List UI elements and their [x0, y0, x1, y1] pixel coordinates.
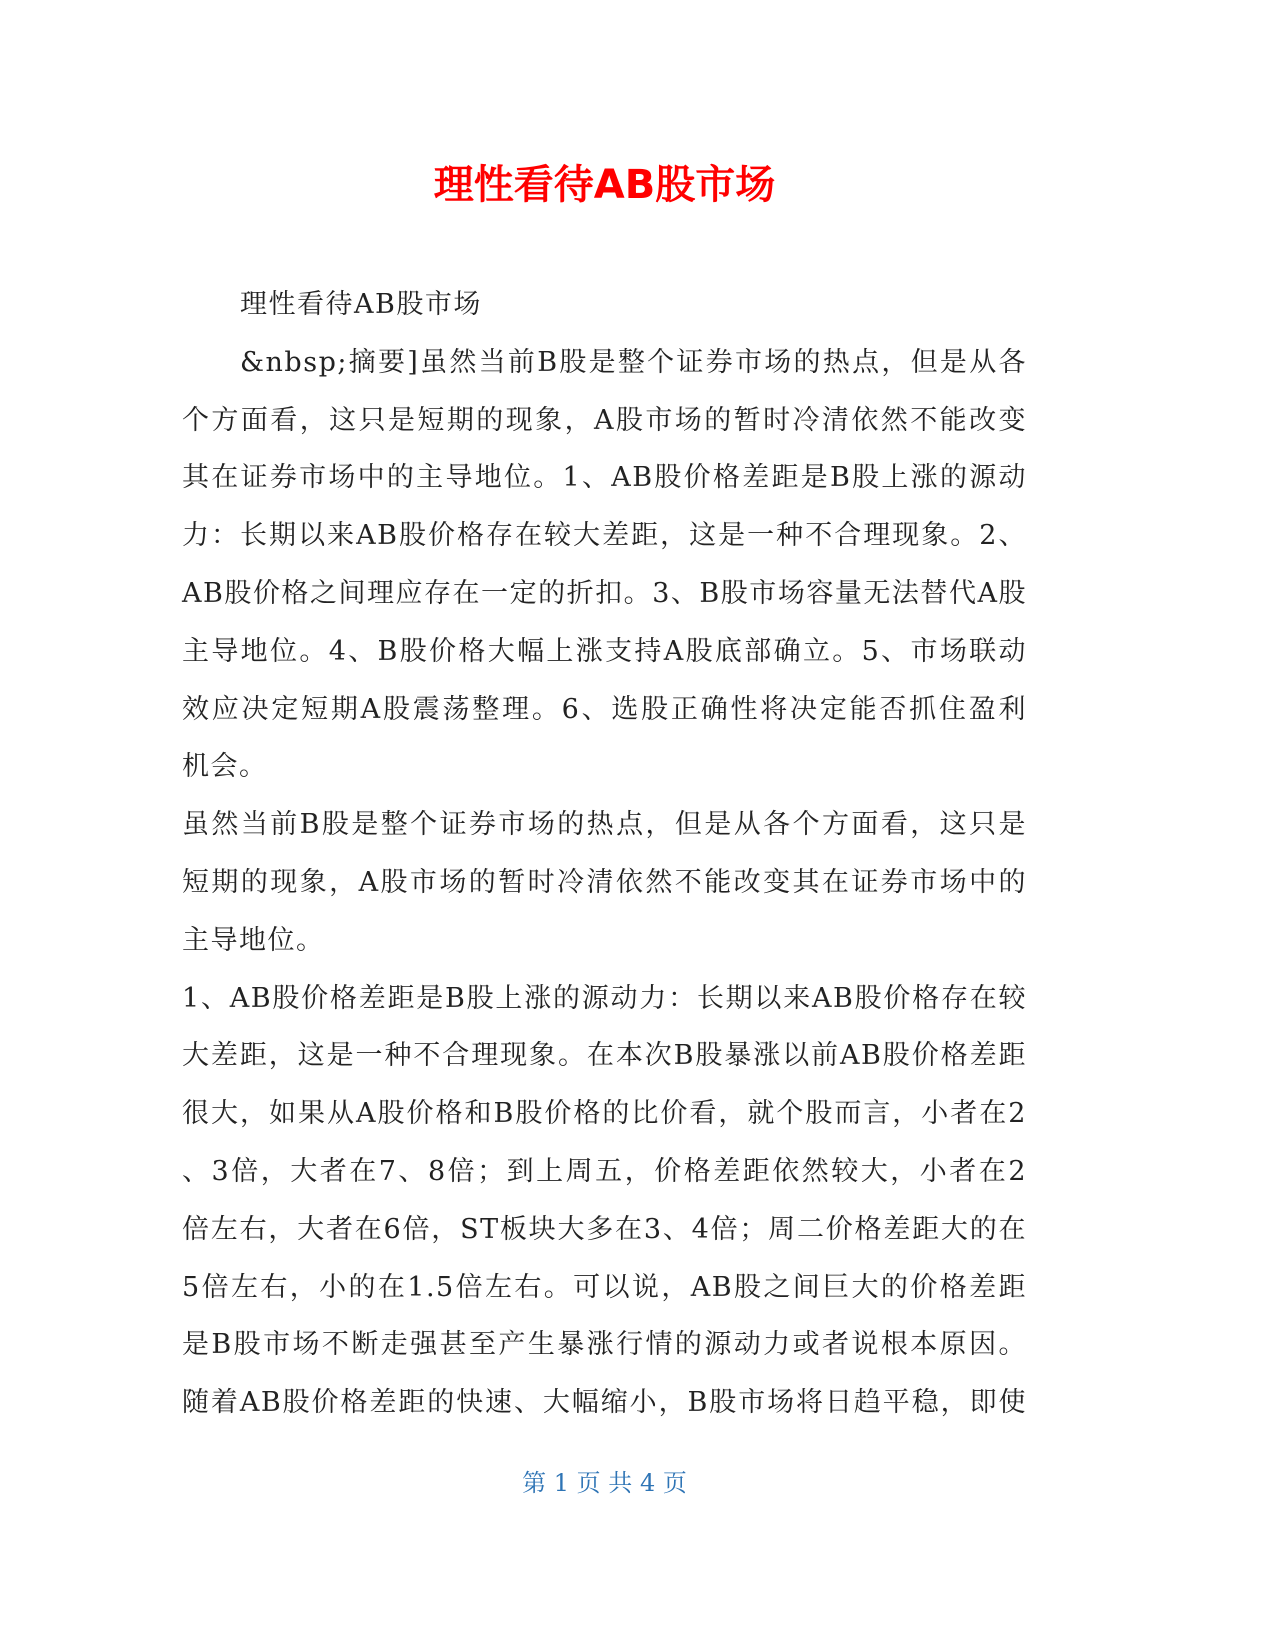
paragraph-line: 个方面看，这只是短期的现象，A股市场的暂时冷清依然不能改变: [182, 404, 1027, 436]
paragraph-line: 是B股市场不断走强甚至产生暴涨行情的源动力或者说根本原因。: [182, 1329, 1027, 1361]
paragraph-line: 、3倍，大者在7、8倍；到上周五，价格差距依然较大，小者在2: [182, 1155, 1027, 1187]
paragraph-line: 虽然当前B股是整个证券市场的热点，但是从各个方面看，这只是: [182, 809, 1027, 841]
paragraph-line: 倍左右，大者在6倍，ST板块大多在3、4倍；周二价格差距大的在: [182, 1213, 1027, 1245]
paragraph-line: 短期的现象，A股市场的暂时冷清依然不能改变其在证券市场中的: [182, 866, 1027, 898]
document-body: [182, 276, 1027, 1432]
document-title: 理性看待AB股市场: [433, 162, 776, 208]
paragraph-line: 其在证券市场中的主导地位。1、AB股价格差距是B股上涨的源动: [182, 462, 1027, 494]
paragraph-line: 很大，如果从A股价格和B股价格的比价看，就个股而言，小者在2: [182, 1098, 1027, 1130]
paragraph-line: 随着AB股价格差距的快速、大幅缩小，B股市场将日趋平稳，即使: [182, 1387, 1027, 1419]
paragraph: [182, 276, 1027, 334]
paragraph-line: 1、AB股价格差距是B股上涨的源动力：长期以来AB股价格存在较: [182, 982, 1027, 1014]
paragraph: [182, 796, 1027, 969]
paragraph-line: 大差距，这是一种不合理现象。在本次B股暴涨以前AB股价格差距: [182, 1040, 1027, 1072]
paragraph-line: 理性看待AB股市场: [240, 289, 482, 320]
page-footer: [182, 1468, 1027, 1498]
paragraph-line: AB股价格之间理应存在一定的折扣。3、B股市场容量无法替代A股: [182, 577, 1027, 609]
paragraph: [182, 970, 1027, 1432]
page-number-label: 第 1 页 共 4 页: [522, 1469, 687, 1497]
paragraph-line: 效应决定短期A股震荡整理。6、选股正确性将决定能否抓住盈利: [182, 693, 1027, 725]
paragraph-line: 主导地位。: [182, 924, 325, 956]
paragraph-line: 机会。: [182, 751, 268, 783]
paragraph-line: 5倍左右，小的在1.5倍左右。可以说，AB股之间巨大的价格差距: [182, 1271, 1027, 1303]
paragraph: [182, 334, 1027, 796]
paragraph-line: 主导地位。4、B股价格大幅上涨支持A股底部确立。5、市场联动: [182, 635, 1027, 667]
paragraph-line: &nbsp;摘要]虽然当前B股是整个证券市场的热点，但是从各: [240, 346, 1027, 378]
paragraph-line: 力：长期以来AB股价格存在较大差距，这是一种不合理现象。2、: [182, 520, 1027, 552]
